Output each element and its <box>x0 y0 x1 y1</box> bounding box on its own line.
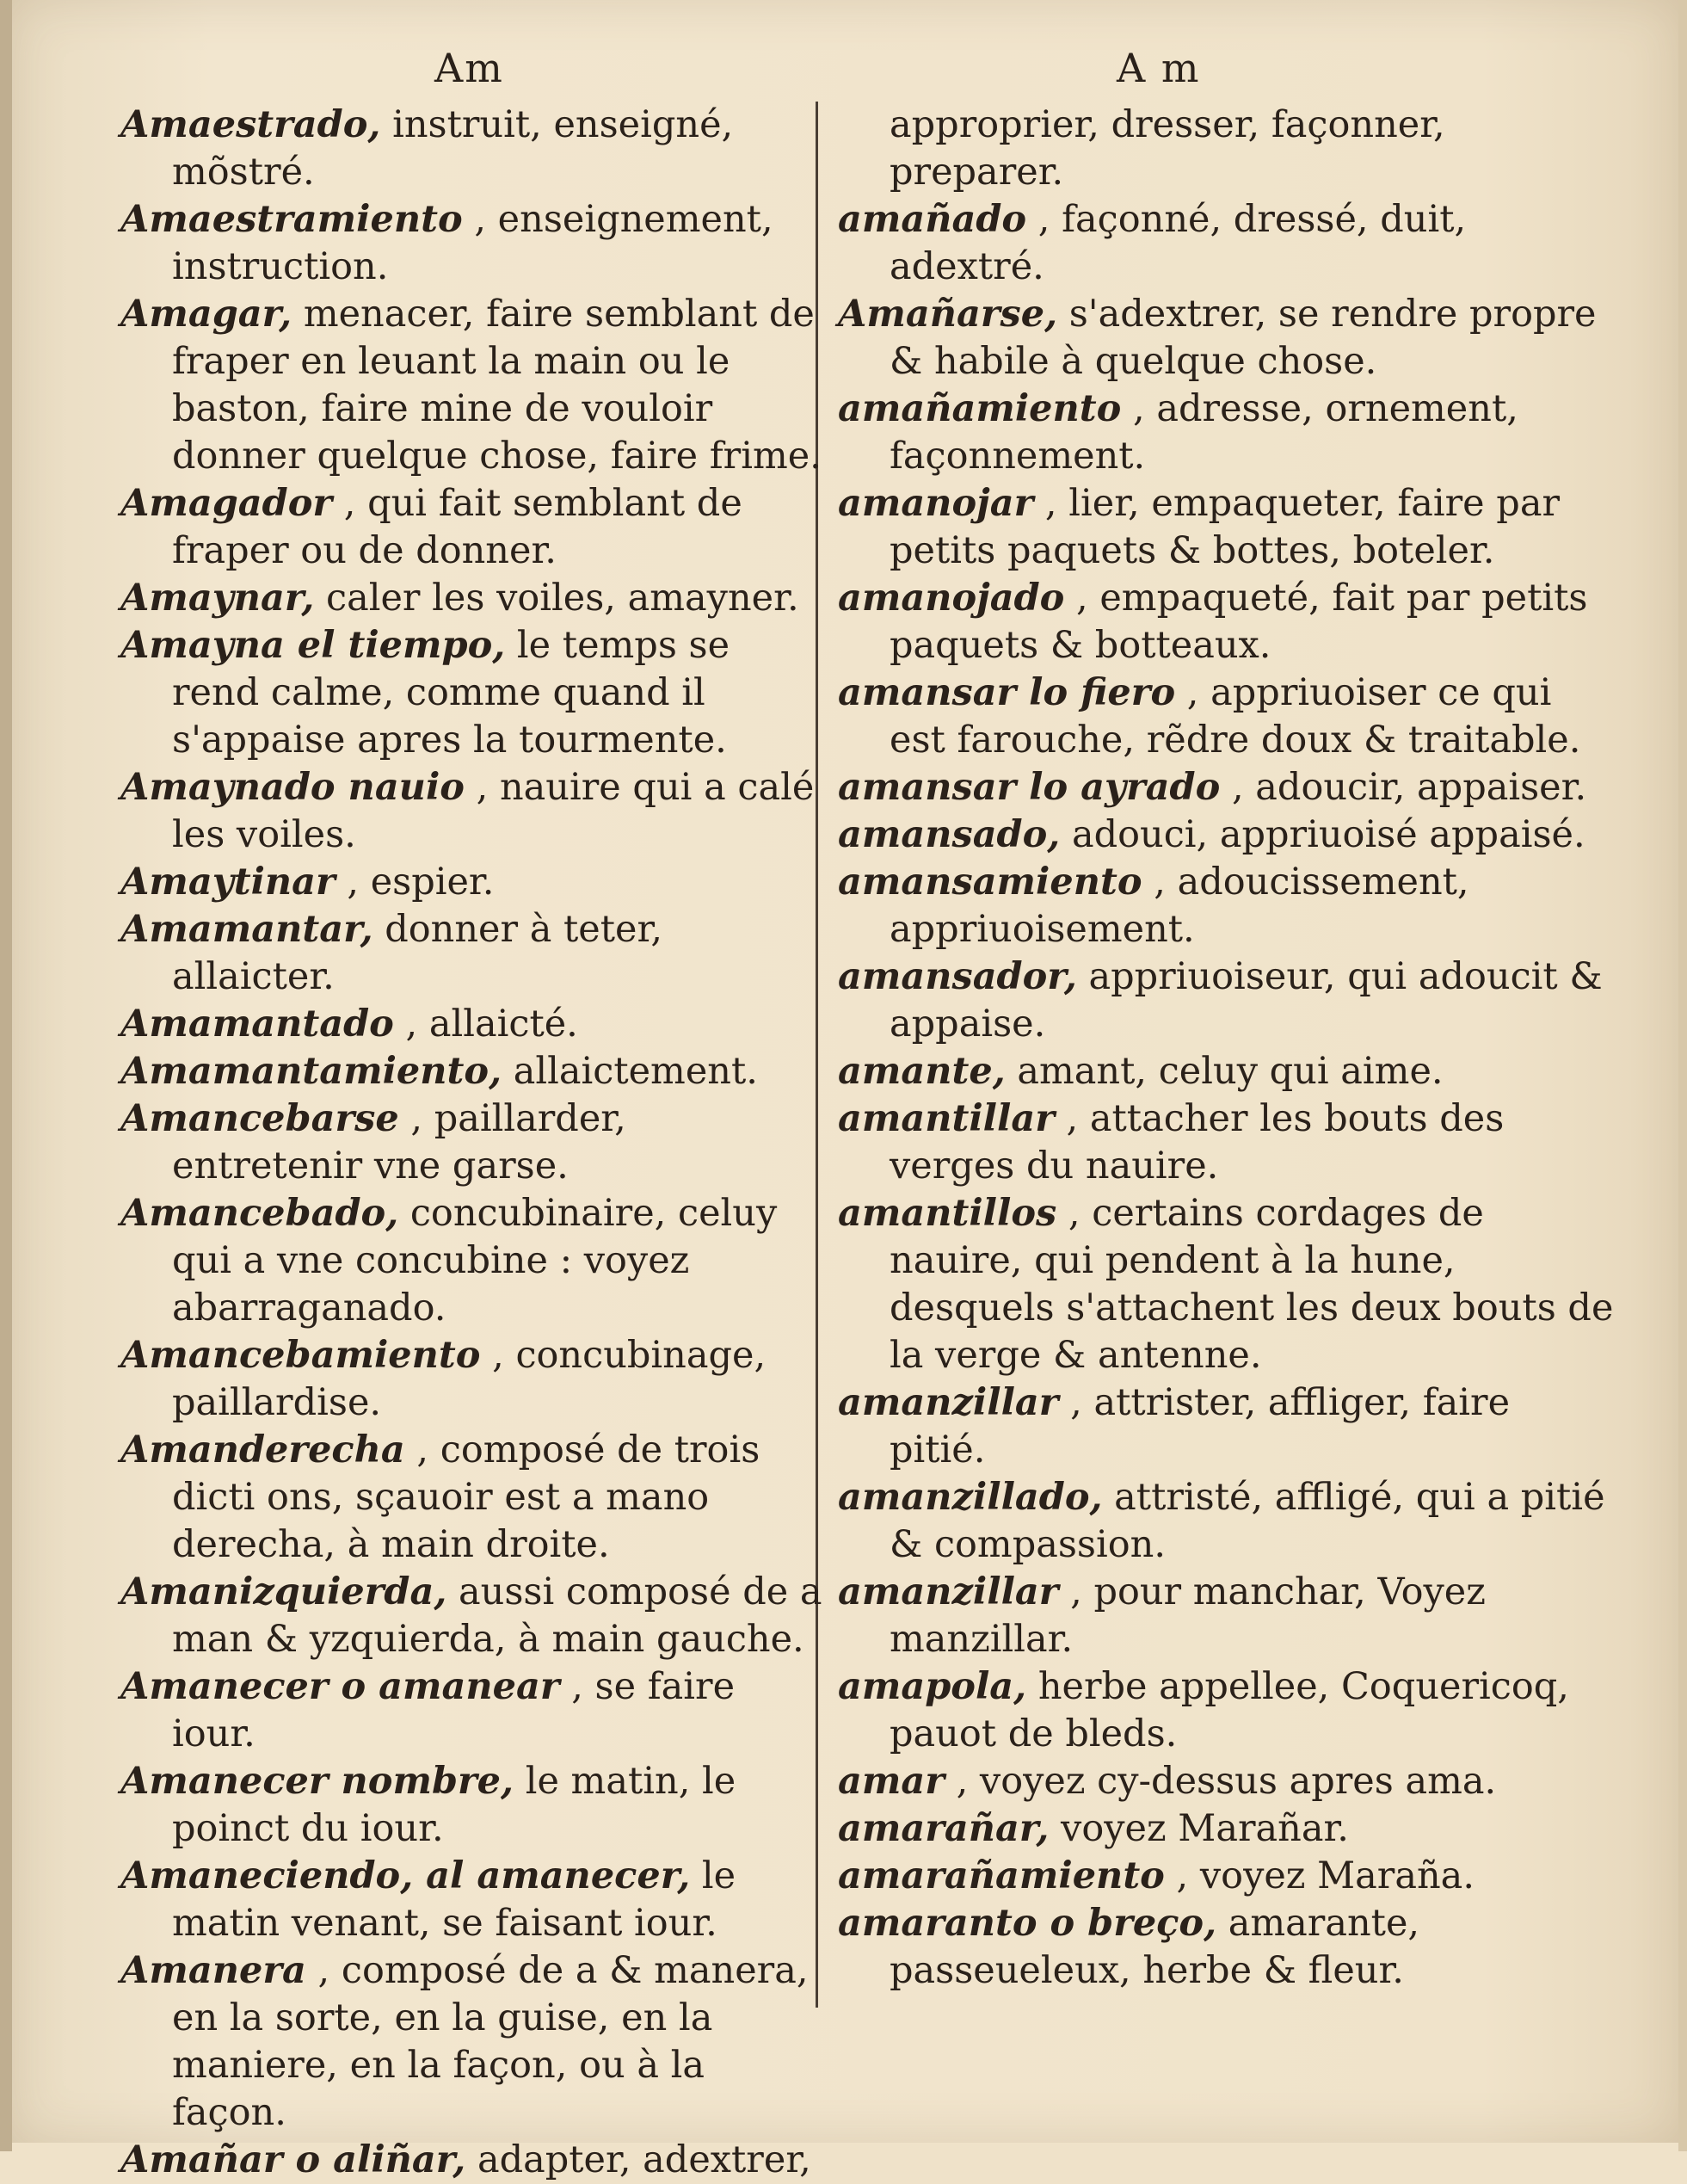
headword: Amañar o aliñar, <box>120 2138 466 2181</box>
definition: s'adextrer, se rendre propre & habile à quelque chose. <box>890 293 1597 383</box>
headword: amarañar, <box>838 1807 1050 1850</box>
dictionary-entry <box>120 859 826 906</box>
headword: Amaytinar <box>120 861 336 904</box>
definition: attristé, affligé, qui a pitié & compassion. <box>890 1476 1605 1566</box>
definition: approprier, dresser, façonner, preparer. <box>890 103 1445 194</box>
definition: instruit, enseigné, mõstré. <box>172 103 734 194</box>
definition: herbe appellee, Coquericoq, pauot de bleds. <box>890 1665 1569 1755</box>
headword: amanzillar <box>838 1570 1059 1613</box>
dictionary-entry <box>838 669 1616 764</box>
dictionary-entry <box>838 1095 1616 1190</box>
headword: Amaestramiento <box>120 198 463 241</box>
definition: adouci, appriuoisé appaisé. <box>1071 813 1585 856</box>
dictionary-entry <box>838 386 1616 480</box>
definition: adapter, adextrer, <box>477 2138 811 2181</box>
headword: Amancebado, <box>120 1192 399 1235</box>
definition: , adoucissement, appriuoisement. <box>890 861 1469 951</box>
dictionary-entry <box>120 1947 826 2137</box>
headword: Amanizquierda, <box>120 1570 447 1613</box>
dictionary-entry <box>838 196 1616 291</box>
dictionary-entry <box>838 1900 1616 1995</box>
dictionary-entry <box>120 1663 826 1758</box>
headword: Amayna el tiempo, <box>120 624 506 667</box>
dictionary-entry <box>838 859 1616 953</box>
headword: Amancebarse <box>120 1097 399 1140</box>
dictionary-entry <box>838 291 1616 386</box>
dictionary-entry <box>120 622 826 764</box>
dictionary-entry <box>120 102 826 196</box>
headword: Amaynar, <box>120 577 315 620</box>
headword: amansado, <box>838 813 1061 856</box>
headword: Amagar, <box>120 293 292 336</box>
dictionary-entry <box>120 764 826 859</box>
dictionary-entry <box>838 1805 1616 1853</box>
dictionary-entry <box>838 1663 1616 1758</box>
headword: Amamantamiento, <box>120 1050 502 1093</box>
dictionary-entry <box>120 1758 826 1853</box>
definition: , voyez Maraña. <box>1176 1854 1475 1897</box>
definition: le temps se rend calme, comme quand il s'appaise apres la tourmente. <box>172 624 730 762</box>
dictionary-entry <box>120 1853 826 1947</box>
headword: amantillos <box>838 1192 1057 1235</box>
headword: amantillar <box>838 1097 1055 1140</box>
definition: concubinaire, celuy qui a vne concubine : voyez abarraganado. <box>172 1192 778 1330</box>
dictionary-entry <box>838 953 1616 1048</box>
definition: , composé de a & manera, en la sorte, en la guise, en la maniere, en la façon, ou à la façon. <box>172 1949 809 2134</box>
dictionary-entry <box>120 2137 826 2184</box>
headword: amansador, <box>838 955 1077 998</box>
headword: Amanera <box>120 1949 306 1992</box>
left-column <box>120 102 826 2184</box>
headword: Amanecer nombre, <box>120 1760 514 1803</box>
dictionary-entry <box>838 1048 1616 1095</box>
headword: amar <box>838 1760 945 1803</box>
dictionary-entry <box>838 1569 1616 1663</box>
headword: Amaestrado, <box>120 103 381 146</box>
definition: , qui fait semblant de fraper ou de donner. <box>172 482 742 572</box>
headword: amarañamiento <box>838 1854 1165 1897</box>
headword: amanojar <box>838 482 1034 525</box>
definition: le matin venant, se faisant iour. <box>172 1854 736 1945</box>
definition: , attrister, affliger, faire pitié. <box>890 1381 1511 1471</box>
headword: amanzillar <box>838 1381 1059 1424</box>
running-head-right: A m <box>1117 45 1201 91</box>
dictionary-entry <box>838 480 1616 575</box>
page-edge-right <box>1678 0 1687 2151</box>
dictionary-entry <box>838 1758 1616 1805</box>
headword: Amaynado nauio <box>120 766 465 809</box>
definition: , appriuoiser ce qui est farouche, rẽdre doux & traitable. <box>890 671 1581 762</box>
running-head-left: Am <box>434 45 504 91</box>
dictionary-entry <box>120 1095 826 1190</box>
headword: amapola, <box>838 1665 1027 1708</box>
definition: caler les voiles, amayner. <box>326 577 799 620</box>
dictionary-entry <box>120 906 826 1001</box>
definition: allaictement. <box>513 1050 758 1093</box>
dictionary-entry <box>120 575 826 622</box>
headword: Amanderecha <box>120 1428 405 1471</box>
dictionary-entry <box>838 764 1616 811</box>
definition: , adoucir, appaiser. <box>1231 766 1587 809</box>
definition: , attacher les bouts des verges du nauire. <box>890 1097 1505 1188</box>
dictionary-entry <box>120 1332 826 1427</box>
headword: Amamantar, <box>120 908 373 951</box>
definition: , se faire iour. <box>172 1665 736 1755</box>
headword: amaranto o breço, <box>838 1902 1217 1945</box>
definition: , enseignement, instruction. <box>172 198 773 288</box>
headword: Amañarse, <box>838 293 1058 336</box>
dictionary-entry <box>120 1427 826 1569</box>
definition: donner à teter, allaicter. <box>172 908 662 998</box>
headword: amanojado <box>838 577 1065 620</box>
headword: Amamantado <box>120 1003 394 1046</box>
dictionary-entry <box>838 1190 1616 1379</box>
definition: , voyez cy-dessus apres ama. <box>956 1760 1497 1803</box>
definition: , certains cordages de nauire, qui pendent à la hune, desquels s'attachent les deux bouts de la verge & antenne. <box>890 1192 1614 1377</box>
definition: , lier, empaqueter, faire par petits paquets & bottes, boteler. <box>890 482 1561 572</box>
definition: , composé de trois dicti ons, sçauoir est a mano derecha, à main droite. <box>172 1428 760 1566</box>
headword: amansamiento <box>838 861 1142 904</box>
page-edge-left <box>0 0 12 2151</box>
definition: voyez Marañar. <box>1061 1807 1349 1850</box>
definition: aussi composé de a man & yzquierda, à main gauche. <box>172 1570 822 1661</box>
headword: Amancebamiento <box>120 1334 481 1377</box>
dictionary-entry <box>120 1048 826 1095</box>
definition: , paillarder, entretenir vne garse. <box>172 1097 626 1188</box>
dictionary-entry <box>838 811 1616 859</box>
definition: , façonné, dressé, duit, adextré. <box>890 198 1467 288</box>
dictionary-entry <box>838 1853 1616 1900</box>
dictionary-entry <box>838 1474 1616 1569</box>
headword: Amaneciendo, al amanecer, <box>120 1854 691 1897</box>
dictionary-entry <box>120 1569 826 1663</box>
definition: , concubinage, paillardise. <box>172 1334 767 1424</box>
right-column <box>838 102 1616 1995</box>
definition: , adresse, ornement, façonnement. <box>890 387 1518 478</box>
headword: amanzillado, <box>838 1476 1103 1519</box>
headword: amansar lo fiero <box>838 671 1176 714</box>
dictionary-entry <box>120 480 826 575</box>
headword: Amanecer o amanear <box>120 1665 560 1708</box>
headword: Amagador <box>120 482 333 525</box>
dictionary-entry <box>120 196 826 291</box>
definition: appriuoiseur, qui adoucit & appaise. <box>890 955 1603 1046</box>
dictionary-entry <box>838 575 1616 669</box>
dictionary-entry <box>120 291 826 480</box>
definition: menacer, faire semblant de fraper en leuant la main ou le baston, faire mine de vouloir donner quelque chose, faire frime. <box>172 293 822 478</box>
definition: , empaqueté, fait par petits paquets & botteaux. <box>890 577 1588 667</box>
definition: , nauire qui a calé les voiles. <box>172 766 815 856</box>
dictionary-entry <box>120 1190 826 1332</box>
headword: amansar lo ayrado <box>838 766 1221 809</box>
definition: , pour manchar, Voyez manzillar. <box>890 1570 1486 1661</box>
dictionary-entry <box>838 1379 1616 1474</box>
dictionary-entry <box>120 1001 826 1048</box>
dictionary-entry-continuation <box>838 102 1616 196</box>
headword: amante, <box>838 1050 1006 1093</box>
definition: , espier. <box>347 861 495 904</box>
definition: , allaicté. <box>405 1003 578 1046</box>
definition: le matin, le poinct du iour. <box>172 1760 736 1850</box>
definition: amarante, passeueleux, herbe & fleur. <box>890 1902 1420 1992</box>
headword: amañado <box>838 198 1027 241</box>
definition: amant, celuy qui aime. <box>1017 1050 1444 1093</box>
headword: amañamiento <box>838 387 1122 430</box>
